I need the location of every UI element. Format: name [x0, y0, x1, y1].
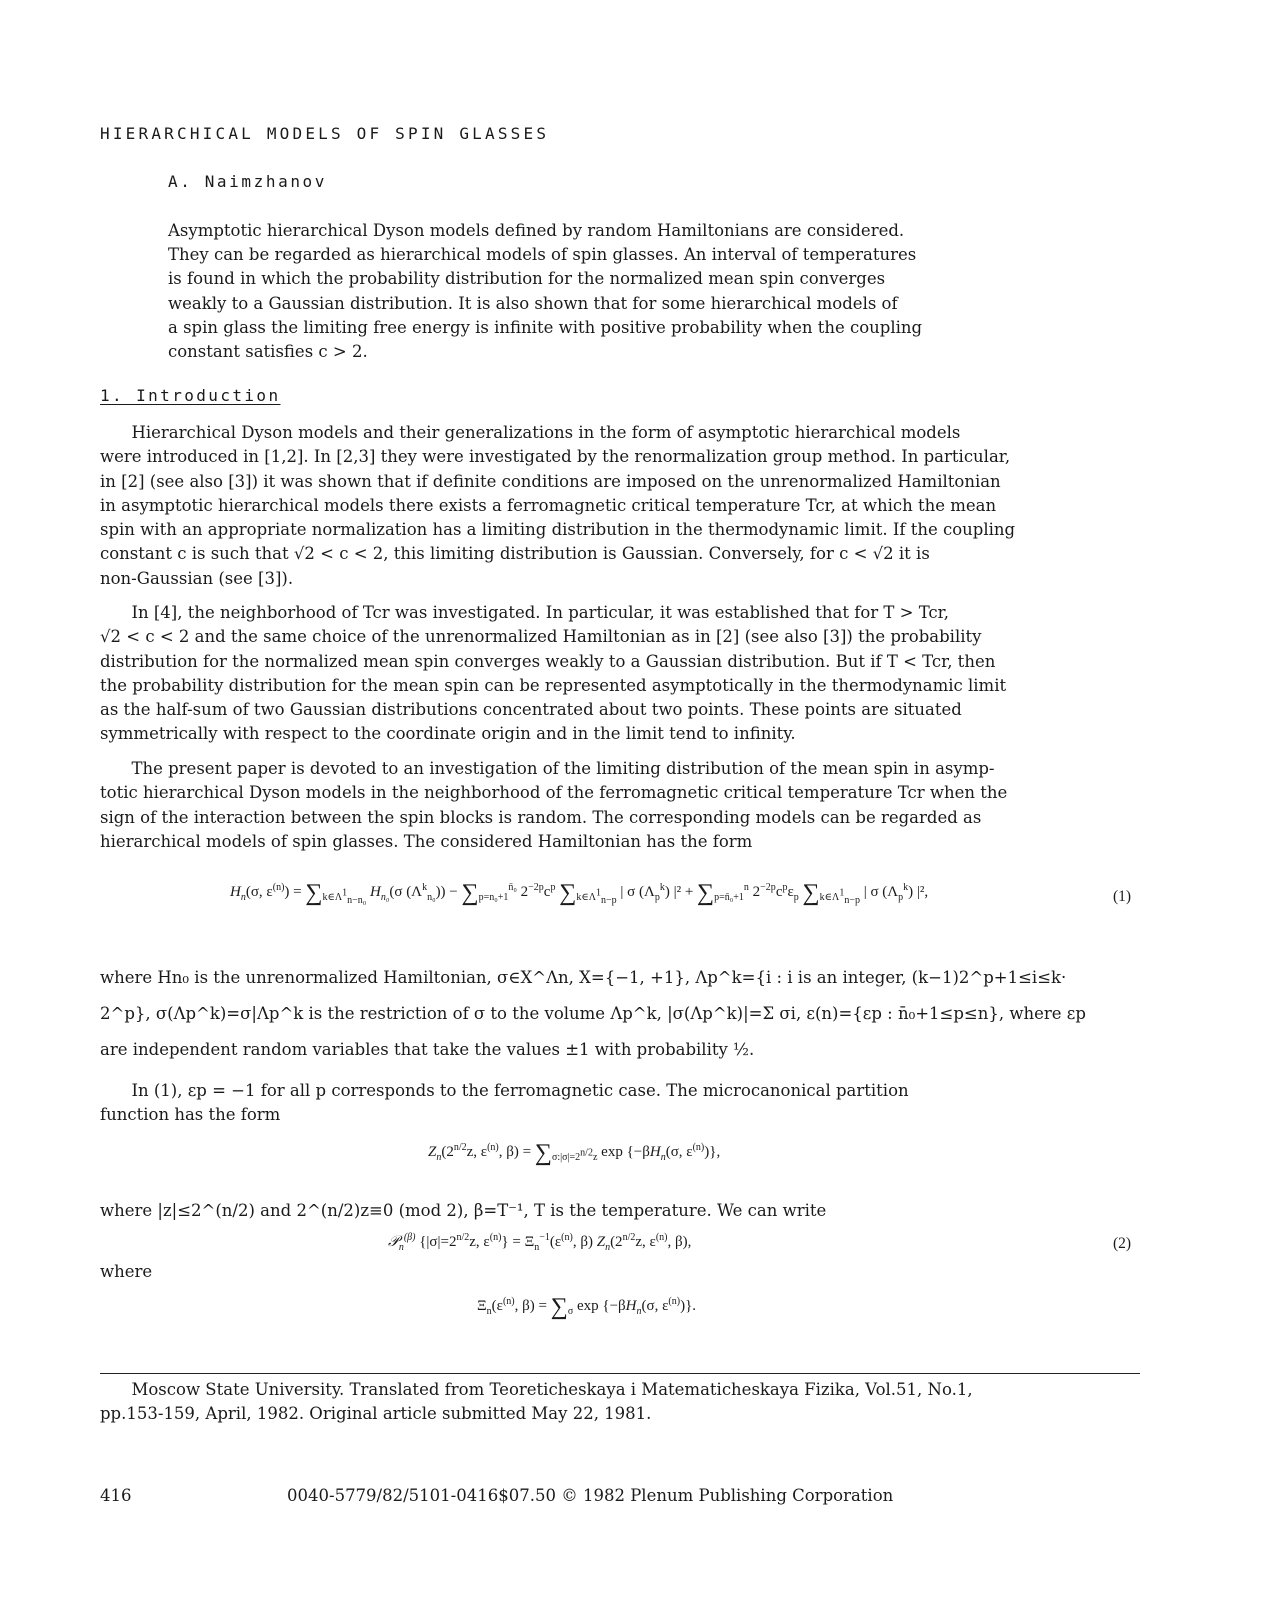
text-line: were introduced in [1,2]. In [2,3] they were investigated by the renormalization group method. In particular, [100, 447, 1011, 467]
footnote [100, 1378, 1150, 1427]
footnote-divider [100, 1373, 1140, 1374]
intro-paragraph-3 [100, 757, 1140, 854]
text-line: non-Gaussian (see [3]). [100, 568, 294, 588]
partition-function-formula: $Z_n(2^{n/2}z$, $\varepsilon^{(n)}$, $\beta) = \sum_{\sigma:|\sigma|=2^{n/2}z}$ $\exp \{-\beta H_n(\sigma$, $\varepsilon^{(n)}$)}, [428, 1140, 721, 1166]
text-line: where Hn₀ is the unrenormalized Hamiltonian, σ∈X^Λn, X={−1, +1}, Λp^k={i : i is an integer, (k−1)2^p+1≤i≤k· [100, 968, 1067, 987]
text-line: The present paper is devoted to an investigation of the limiting distribution of the mean spin in asymp- [100, 759, 995, 778]
text-line: constant c is such that √2 < c < 2, this limiting distribution is Gaussian. Conversely, for c < √2 it is [100, 544, 930, 564]
text-line: In (1), εp = −1 for all p corresponds to the ferromagnetic case. The microcanonical partition [100, 1081, 909, 1100]
equation-2-number: (2) [1113, 1235, 1132, 1252]
text-line: Moscow State University. Translated from Teoreticheskaya i Matematicheskaya Fizika, Vol.51, No.1, [100, 1380, 973, 1399]
abstract-line: a spin glass the limiting free energy is infinite with positive probability when the coupling [168, 317, 923, 337]
abstract-line: Asymptotic hierarchical Dyson models defined by random Hamiltonians are considered. [168, 221, 905, 240]
text-line: symmetrically with respect to the coordinate origin and in the limit tend to infinity. [100, 724, 796, 744]
text-line: hierarchical models of spin glasses. The considered Hamiltonian has the form [100, 831, 753, 851]
text-line: In [4], the neighborhood of Tcr was investigated. In particular, it was established that for T > Tcr, [100, 603, 949, 622]
paragraph-4 [100, 1079, 1140, 1128]
abstract-line: weakly to a Gaussian distribution. It is also shown that for some hierarchical models of [168, 293, 898, 313]
author-name: A. Naimzhanov [168, 172, 328, 191]
copyright-line: 0040-5779/82/5101-0416$07.50 © 1982 Plenum Publishing Corporation [287, 1486, 894, 1505]
where-line-2 [100, 1199, 1140, 1223]
text-line: √2 < c < 2 and the same choice of the unrenormalized Hamiltonian as in [2] (see also [3]) the probability [100, 627, 982, 647]
abstract-line: is found in which the probability distribution for the normalized mean spin converges [168, 269, 886, 289]
intro-paragraph-1 [100, 421, 1140, 591]
text-line: the probability distribution for the mean spin can be represented asymptotically in the thermodynamic limit [100, 675, 1007, 695]
text-line: totic hierarchical Dyson models in the neighborhood of the ferromagnetic critical temperature Tcr when the [100, 783, 1008, 803]
abstract [168, 219, 1048, 364]
text-line: pp.153-159, April, 1982. Original article submitted May 22, 1981. [100, 1404, 652, 1424]
text-line: in asymptotic hierarchical models there exists a ferromagnetic critical temperature Tcr, at which the mean [100, 495, 997, 515]
text-line: function has the form [100, 1105, 281, 1125]
paper-title: HIERARCHICAL MODELS OF SPIN GLASSES [100, 124, 550, 143]
page-number: 416 [100, 1486, 132, 1505]
text-line: distribution for the normalized mean spin converges weakly to a Gaussian distribution. But if T < Tcr, then [100, 651, 996, 671]
equation-2: 𝒫$_n^{(\beta)}$ {$|\sigma|=2^{n/2}z$, $\varepsilon^{(n)}\} = \Xi_n^{-1}(\varepsilon^{(n)}$, β) $Z_n(2^{n/2}z$, $\varepsilon^{(n)}$, β), [388, 1232, 692, 1253]
where-word-line [100, 1260, 1140, 1284]
text-line: Hierarchical Dyson models and their generalizations in the form of asymptotic hierarchical models [100, 423, 961, 442]
where-paragraph [100, 960, 1140, 1068]
text-line: as the half-sum of two Gaussian distributions concentrated about two points. These points are situated [100, 700, 962, 720]
section-heading: 1. Introduction [100, 386, 281, 405]
equation-1-number: (1) [1113, 888, 1132, 905]
partition-normalizer-formula: $\Xi_n(\varepsilon^{(n)}$, $\beta) = \sum_\sigma$ $\exp \{-\beta H_n(\sigma$, $\varepsilon^{(n)}$)}. [477, 1294, 697, 1320]
text-line: spin with an appropriate normalization has a limiting distribution in the thermodynamic limit. If the coupling [100, 520, 1016, 540]
text-line: where [100, 1262, 153, 1281]
abstract-line: constant satisfies c > 2. [168, 342, 368, 362]
text-line: in [2] (see also [3]) it was shown that if definite conditions are imposed on the unrenormalized Hamiltonian [100, 471, 1001, 491]
text-line: 2^p}, σ(Λp^k)=σ|Λp^k is the restriction of σ to the volume Λp^k, |σ(Λp^k)|=Σ σi, ε(n)={εp : n̄₀+1≤p≤n}, where εp [100, 1004, 1086, 1023]
intro-paragraph-2 [100, 601, 1140, 747]
abstract-line: They can be regarded as hierarchical models of spin glasses. An interval of temperatures [168, 245, 917, 265]
equation-1: $H_n(\sigma$, $\varepsilon^{(n)}) = \sum_{k\in\Lambda^1_{n-n_0}}$ $H_{n_0}(\sigma$ $(\Lambda^k_{n_0})) - \sum_{p=n_0+1}^{n̄_0}$ $2^{-2p}c^p$ $\sum_{k\in\Lambda^1_{n-p}}$ | σ $(\Lambda_p^k) |^2 + \sum_{p=n̄_0+1}^n$ $2^{-2p}c^p\varepsilon_p$ $\sum_{k\in\Lambda^1_{n-p}}$ | σ $(\Lambda_p^k)$ |², [230, 880, 929, 906]
text-line: sign of the interaction between the spin blocks is random. The corresponding models can be regarded as [100, 807, 982, 827]
text-line: are independent random variables that take the values ±1 with probability ½. [100, 1040, 755, 1059]
text-line: where |z|≤2^(n/2) and 2^(n/2)z≡0 (mod 2), β=T⁻¹, T is the temperature. We can write [100, 1201, 827, 1220]
